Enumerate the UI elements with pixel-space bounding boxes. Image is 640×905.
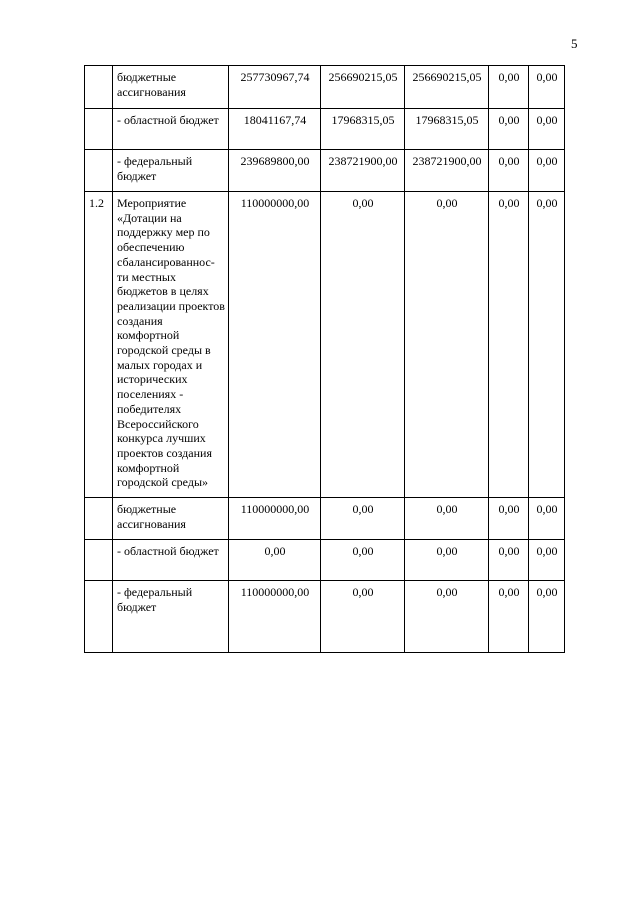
value-cell: 238721900,00 bbox=[321, 150, 405, 192]
table-row bbox=[85, 66, 565, 109]
value-cell: 0,00 bbox=[321, 192, 405, 498]
value-cell: 0,00 bbox=[405, 540, 489, 581]
budget-table bbox=[84, 65, 565, 653]
value-cell: 0,00 bbox=[405, 581, 489, 653]
value-cell: 0,00 bbox=[529, 540, 565, 581]
value-cell: 0,00 bbox=[489, 498, 529, 540]
value-cell: 256690215,05 bbox=[405, 66, 489, 109]
value-cell: 0,00 bbox=[489, 192, 529, 498]
row-label: - федеральный бюджет bbox=[113, 581, 229, 653]
value-cell: 0,00 bbox=[489, 109, 529, 150]
value-cell: 0,00 bbox=[529, 66, 565, 109]
value-cell: 256690215,05 bbox=[321, 66, 405, 109]
row-index bbox=[85, 498, 113, 540]
row-index bbox=[85, 581, 113, 653]
value-cell: 0,00 bbox=[489, 150, 529, 192]
value-cell: 110000000,00 bbox=[229, 581, 321, 653]
value-cell: 0,00 bbox=[529, 498, 565, 540]
row-label: бюджетные ассигнования bbox=[113, 498, 229, 540]
value-cell: 0,00 bbox=[489, 66, 529, 109]
row-index: 1.2 bbox=[85, 192, 113, 498]
row-index bbox=[85, 540, 113, 581]
value-cell: 0,00 bbox=[405, 498, 489, 540]
table-row bbox=[85, 109, 565, 150]
row-label: - федеральный бюджет bbox=[113, 150, 229, 192]
table-row bbox=[85, 540, 565, 581]
value-cell: 0,00 bbox=[529, 581, 565, 653]
value-cell: 0,00 bbox=[529, 109, 565, 150]
row-label: - областной бюджет bbox=[113, 109, 229, 150]
row-label: Мероприятие «Дотации на поддержку мер по обеспечению сбалансированнос-ти местных бюджетов в целях реализации проектов создания комфортной городской среды в малых городах и исторических поселениях - победителях Всероссийского конкурса лучших проектов создания комфортной городской среды» bbox=[113, 192, 229, 498]
row-index bbox=[85, 109, 113, 150]
value-cell: 110000000,00 bbox=[229, 192, 321, 498]
value-cell: 0,00 bbox=[489, 540, 529, 581]
value-cell: 17968315,05 bbox=[321, 109, 405, 150]
value-cell: 239689800,00 bbox=[229, 150, 321, 192]
value-cell: 0,00 bbox=[529, 150, 565, 192]
value-cell: 238721900,00 bbox=[405, 150, 489, 192]
value-cell: 110000000,00 bbox=[229, 498, 321, 540]
value-cell: 0,00 bbox=[489, 581, 529, 653]
value-cell: 0,00 bbox=[321, 581, 405, 653]
table-row bbox=[85, 498, 565, 540]
table-row bbox=[85, 192, 565, 498]
value-cell: 18041167,74 bbox=[229, 109, 321, 150]
value-cell: 17968315,05 bbox=[405, 109, 489, 150]
row-label: - областной бюджет bbox=[113, 540, 229, 581]
value-cell: 0,00 bbox=[321, 498, 405, 540]
page-number: 5 bbox=[571, 36, 578, 51]
row-index bbox=[85, 66, 113, 109]
value-cell: 257730967,74 bbox=[229, 66, 321, 109]
value-cell: 0,00 bbox=[321, 540, 405, 581]
row-label: бюджетные ассигнования bbox=[113, 66, 229, 109]
table-row bbox=[85, 150, 565, 192]
value-cell: 0,00 bbox=[405, 192, 489, 498]
row-index bbox=[85, 150, 113, 192]
value-cell: 0,00 bbox=[529, 192, 565, 498]
table-row bbox=[85, 581, 565, 653]
value-cell: 0,00 bbox=[229, 540, 321, 581]
